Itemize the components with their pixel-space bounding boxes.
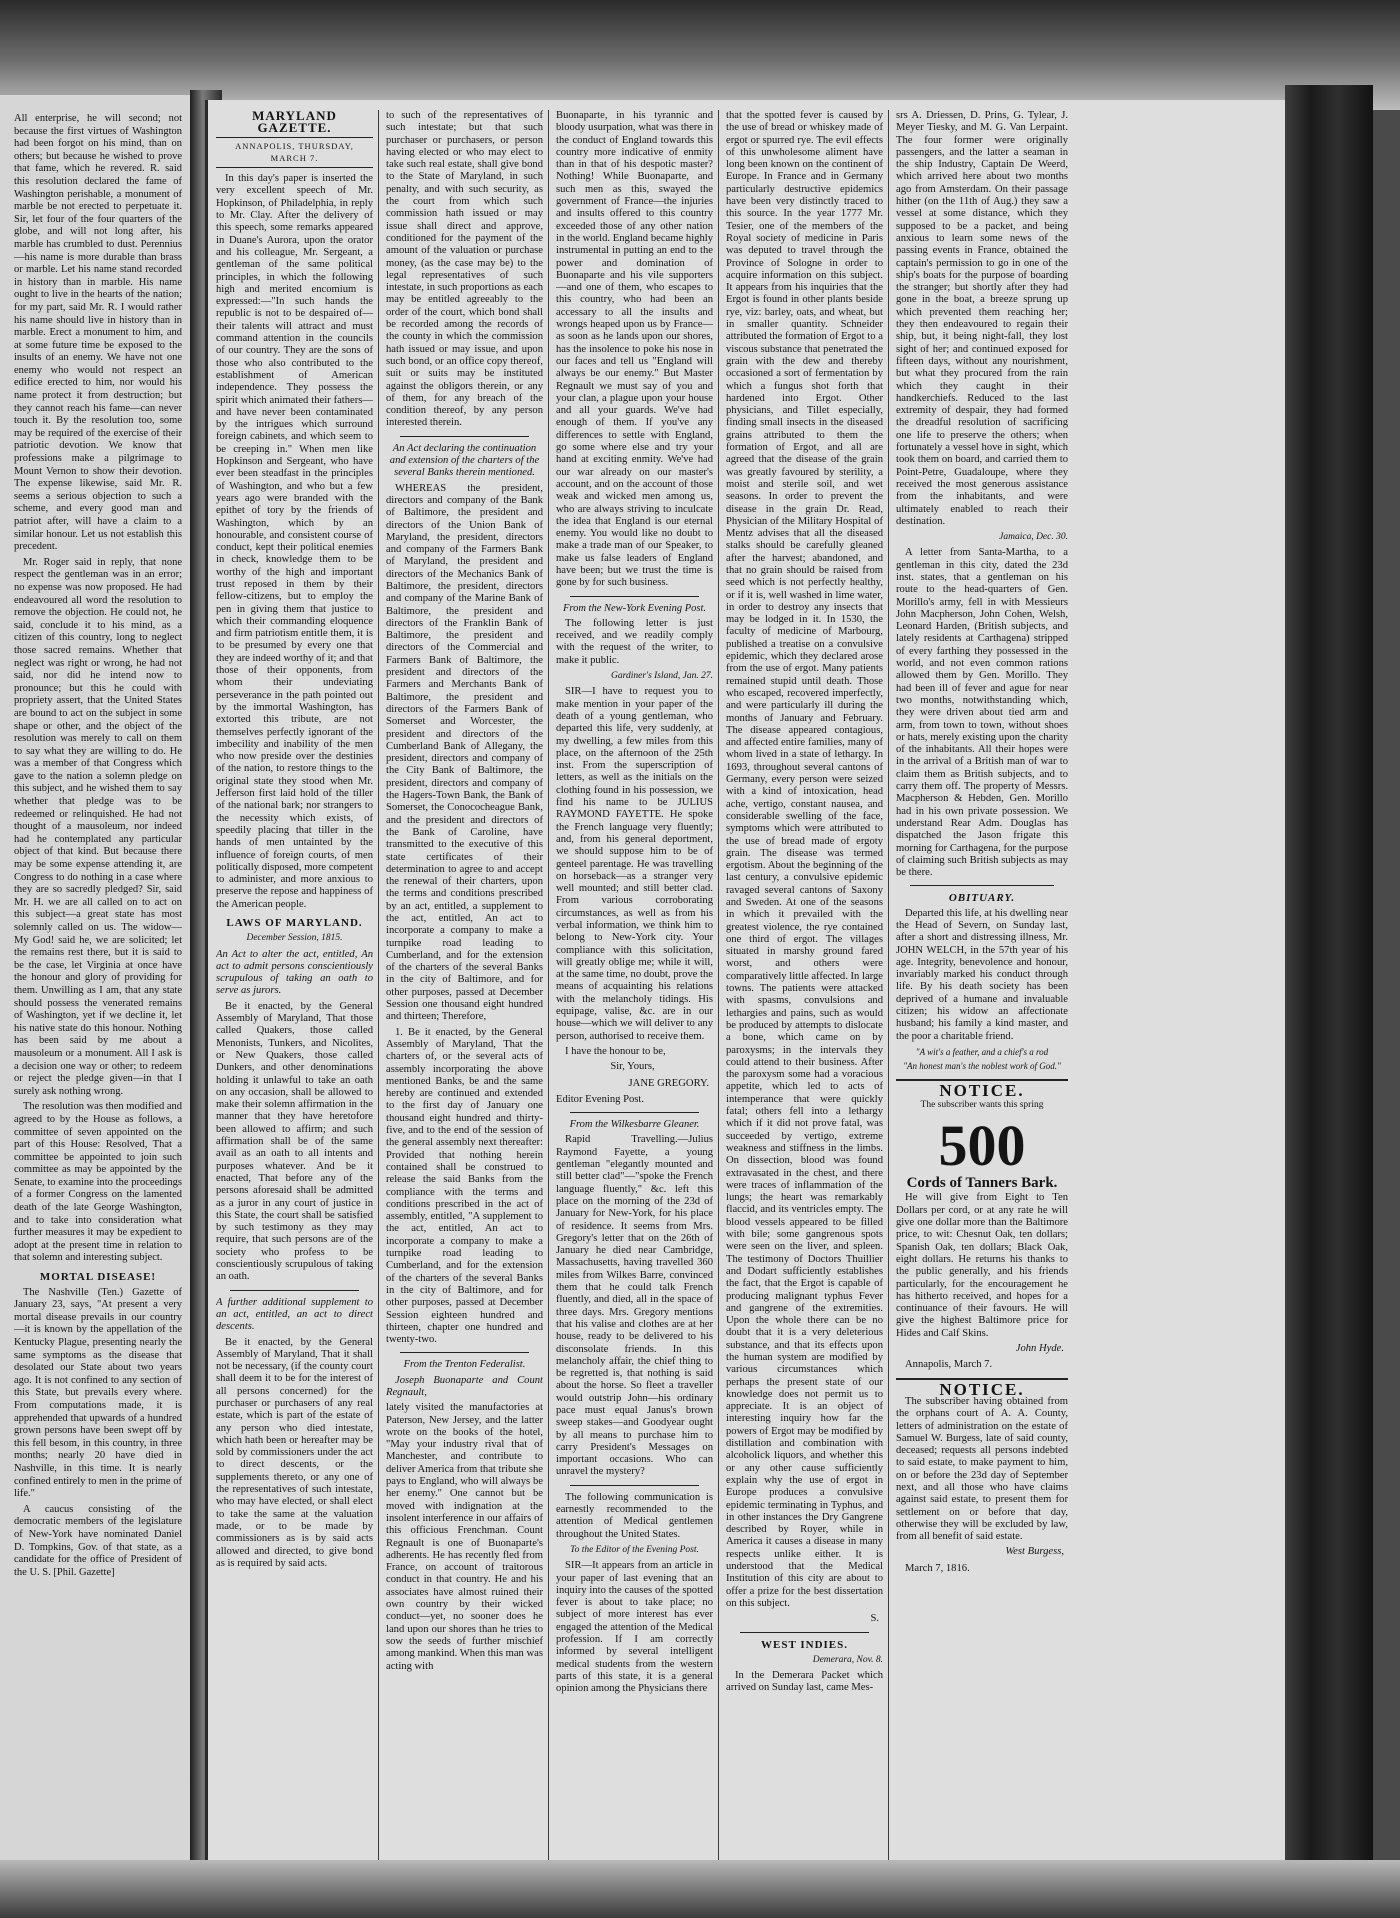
jamaica-dateline: Jamaica, Dec. 30. [999, 532, 1068, 543]
act1-title: An Act to alter the act, entitled, An act to admit persons conscientiously scrupulous of taking an oath to serve as jurors. [216, 948, 373, 997]
ny-intro: The following letter is just received, and we readily comply with the request of the writer, to make it public. [556, 617, 713, 666]
notice-title: NOTICE. [939, 1379, 1025, 1399]
divider [230, 1290, 359, 1291]
medical-letter: SIR—It appears from an article in your paper of last evening that an inquiry into the causes of the spotted fever is about to take place; no subject of more interest has ever engaged the attention of the Medical profession. If I am correctly informed by several intelligent medical students from the western parts of this state, it is a general opinion among the Physicians there [556, 1560, 713, 1695]
ergot-article: that the spotted fever is caused by the use of bread or whiskey made of ergot or spurred rye. The evil effects of this unwholesome aliment have long been known on the continent of Europe. In France and in Germany particularly destructive epidemics have been very distinctly traced to this source. In the year 1777 Mr. Tesier, one of the members of the Royal society of medicine in Paris was deputed to travel through the Province of Sologne in order to acquire information on this subject. It appears from his inquiries that the Ergot is found in other plants beside rye, viz: barley, oats, and wheat, but in smaller quantity. Schneider attributed the formation of Ergot to a viscous substance that penetrated the grain with the dew and thereby occasioned a sort of fermentation by which a fungus shot forth that hardened into Ergot. Other physicians, and Tillet especially, finding small insects in the diseased grains attributed to them the formation of Ergot, and all are agreed that the disease of the grain was greatly favoured by sterility, a moist and sterile soil, and wet seasons. In order to prevent the disease in the grain Dr. Read, Physician of the Military Hospital of Mentz advises that all the diseased stalks should be carefully gleaned after the harvest; abandoned, and that no grain should be raised from seed which is not perfectly healthy, or if it is, well washed in lime water, in order to destroy any insects that may be lodged in it. In 1530, the faculty of medicine of Marbourg, published a treatise on a convulsive epidemic, which they declared arose from the use of ergot. Many patients remained stupid until death. Those who escaped, recovered imperfectly, and were particularly ill during the months of January and February. The disease appeared contagious, and affected entire families, many of whom lived in a state of lethargy. In 1693, throughout several cantons of Germany, every person were seized with a kind of intoxication, head ache, vertigo, constant nausea, and considerable swelling of the face, symptoms which were attributed to the use of bread made of ergoty grain. The disease was termed ergotism. About the beginning of the last century, a convulsive epidemic ravaged several cantons of Saxony and Sweden. At one of the seasons in which it prevailed with the greatest violence, the rye contained one third of ergot. The villages situated in marshy ground fared worst, and others were comparatively little affected. In large towns. The patients were attacked with spasms, convulsions and lethargies and pains, such as would be produced by attempts to dislocate a bone, which came on by paroxysms; in the intervals they could attend to their business. After the paroxysm some had a voracious appetite, which led to acts of intemperance that were quickly fatal; others fell into a lethargy which if it did not prove fatal, was succeeded by vertigo, extreme weakness and stiffness in the limbs. On dissection, blood was found extravasated in the chest, and there were traces of inflammation of the lungs; the heart was remarkably flaccid, and its ventricles empty. The blood vessels appeared to be filled with bile; some gangrenous spots were seen on the liver, and spleen. The testimony of Doctors Thuillier and Dodart sufficiently establishes the fact, that the Ergot is capable of producing malignant typhus Fever and gangrene of the extremities. Upon the whole there can be no doubt that it is a very deleterious substance, and that its effects upon the human system are modified by various circumstances which perhaps the present state of our knowledge does not permit us to appreciate. It is an object of interesting inquiry how far the powers of Ergot may be modified by distillation and combination with alcoholick liquors, and whether this or any other cause sufficiently explain why the use of ergot in Europe produces a convulsive epidemic terminating in Typhus, and in other instances the Dry Gangrene described by Royer, while in America it causes a disease in many respects unlike either. It is understood that the Medical Institution of this city are about to offer a prize for the best dissertation on this subject. [726, 110, 883, 1609]
laws-heading: LAWS OF MARYLAND. [226, 917, 363, 929]
divider [400, 1352, 529, 1353]
act2-continued: to such of the representatives of such intestate; but that such purchaser or purchasers, or person having elected or who may elect to take such real estate, shall give bond to the State of Maryland, in such penalty, and with such security, as the court from which such commission hath issued or may issue shall direct and approve, conditioned for the payment of the amount of the valuation or purchase money, (as the case may be) to the legal representatives of such intestate, in such proportions as each may be entitled agreeably to the order of the court, which bond shall be recorded among the records of the county in which the commission hath issued or may issue, and upon such bond, or an office copy thereof, suit or suits may be instituted against the obligors therein, or any of them, for any breach of the condition thereof, by any person interested therein. [386, 110, 543, 429]
notice-body: He will give from Eight to Ten Dollars per cord, or at any rate he will give one dollar more than the Baltimore price, to wit: Chesnut Oak, ten dollars; Spanish Oak, ten dollars; Black Oak, eight dollars. He returns his thanks to the public generally, and his friends particularly, for the encouragement he has hitherto received, and hopes for a continuance of their favours. He will give the highest Baltimore price for Hides and Calf Skins. [896, 1192, 1068, 1339]
trenton-heading: From the Trenton Federalist. [403, 1359, 526, 1371]
ny-editor: Editor Evening Post. [556, 1093, 644, 1105]
cords-quantity: 500 [938, 1113, 1026, 1179]
column-rule [548, 110, 549, 1860]
notice-lead: The subscriber wants this spring [920, 1099, 1044, 1110]
divider [400, 436, 529, 437]
ny-signoff: I have the honour to be, [565, 1045, 666, 1057]
mortal-disease-heading: MORTAL DISEASE! [39, 1271, 157, 1284]
act3-enactment: 1. Be it enacted, by the General Assembly of Maryland, That the charters of, or the several acts of assembly incorporating the above mentioned Banks, be and the same hereby are continued and extended to the first day of January one thousand eight hundred and thirty-five, and to the end of the session of the general assembly next thereafter: Provided that nothing herein contained shall be construed to release the said Banks from the compliance with the terms and conditions prescribed in the act of assembly, entitled, "A supplement to the act, entitled, An act to incorporate a company to make a turnpike road leading to Cumberland, and for the extension of the charters of the several Banks in the city of Baltimore, and for other purposes, passed at December Session eighteen hundred and thirteen, chapter one hundred and twenty-two. [386, 1026, 543, 1346]
column-5 [896, 110, 1068, 1860]
left-page [0, 95, 190, 1875]
ergot-signature: S. [870, 1613, 879, 1625]
west-indies-article: In the Demerara Packet which arrived on Sunday last, came Mes- [726, 1670, 883, 1694]
laws-session: December Session, 1815. [246, 933, 343, 944]
book-page-edges [1285, 85, 1373, 1875]
notice-date: March 7, 1816. [905, 1562, 970, 1574]
obituary-heading: OBITUARY. [948, 892, 1016, 905]
cords-caption: Cords of Tanners Bark. [906, 1175, 1058, 1192]
divider [740, 1632, 869, 1633]
obituary-quote-2: "An honest man's the noblest work of God." [903, 1061, 1061, 1072]
ny-sirs: Sir, Yours, [610, 1061, 655, 1073]
act2-title: A further additional supplement to an act, entitled, an act to direct descents. [216, 1296, 373, 1333]
column-1 [216, 110, 373, 1860]
mortal-disease-text: The Nashville (Ten.) Gazette of January 23, says, "At present a very mortal disease prevails in our country—it is known by the appellation of the Kentucky Plague, presenting nearly the same symptoms as the disease that desolated our State about two years ago. It is not confined to any section of this State, but prevails every where. From computations made, it is apprehended that upwards of a hundred grown persons have been swept off by this fell besom, in this country, in three months; nearly 20 have died in Nashville, in this time. It is nearly confined entirely to men in the prime of life." [14, 1286, 182, 1500]
column-4 [726, 110, 883, 1860]
ny-signature: JANE GREGORY. [628, 1077, 709, 1089]
left-text-1: All enterprise, he will second; not because the first virtues of Washington had been forgot on his mind, than on others; but because he wished to prove that fame, which he revered. R. said this resolution declared the fame of Washington perishable, a monument of marble be not erected to perpetuate it. Sir, let four of the four quarters of the globe, and will not long after, his marble has crumbled to dust. Perennius—his name is more durable than brass or marble. Let his name stand recorded in history than in marble. His name ought to live in the hearts of the nation; for my part, said Mr. R. I would rather his name should live in history than in marble. Erect a monument to him, and at some future time be exposed to the insults of an enemy. We have not one enemy who would not respect an edifice erected to him, nor would his name protect it from destruction; but they cannot reach his fame—can never touch it. By the resolution too, some may be required of the exercise of their patriotic devotion. We know that professions make a pilgrimage to Mount Vernon to show their devotion. The expense likewise, said Mr. R. seems a serious objection to such a scheme, and every good man and patriot after, will have a claim to a similar honour. Let us not establish this precedent. [14, 113, 182, 553]
masthead-title: MARYLAND GAZETTE. [216, 110, 373, 138]
obituary-quote-1: "A wit's a feather, and a chief's a rod [915, 1046, 1049, 1057]
column-rule [378, 110, 379, 1860]
ny-evening-post-heading: From the New-York Evening Post. [562, 602, 706, 614]
notice-body: The subscriber having obtained from the orphans court of A. A. County, letters of administration on the estate of Samuel W. Burgess, late of said county, deceased; requests all persons indebted to said estate, to make payment to him, on or before the 23d day of September next, and all those who have claims against said estate, to present them for settlement on or before that day, otherwise they will be excluded by law, from all benefit of said estate. [896, 1395, 1068, 1543]
divider [570, 1485, 699, 1486]
notice-date: Annapolis, March 7. [905, 1359, 993, 1371]
column-3 [556, 110, 713, 1860]
masthead-dateline: ANNAPOLIS, THURSDAY, MARCH 7. [216, 140, 373, 169]
hopkinson-article: In this day's paper is inserted the very excellent speech of Mr. Hopkinson, of Philadelphia, in reply to Mr. Clay. After the delivery of this speech, some remarks appeared in Duane's Aurora, upon the orator and his colleague, Mr. Sergeant, a gentleman of the same political principles, in which the following high and merited encomium is expressed:—"In such hands the republic is not to be despaired of—their talents will attract and must command attention in the councils of our country. They are the sons of those who also contributed to the establishment of American independence. They possess the spirit which animated their fathers—and have never been contaminated by the intrigues which surround foreign cabinets, and which seem to be creeping in." When men like Hopkinson and Sergeant, who have ever been steadfast in the principles of Washington, and who but a few years ago were branded with the epithet of tory by the friends of Washington, which by an honourable, and consistent course of conduct, kept their political enemies in check, knowledge them to be worthy of the high and important trust reposed in them by their fellow-citizens, but to employ the pen in giving them that justice to which their commanding eloquence and firm patriotism entitle them, it is to be presumed by every one that they are indeed worthy of it; and that those of their opponents, from whom their undeviating perseverance in the path pointed out by the immortal Washington, has extorted this tribute, are not themselves perfectly ignorant of the imbecility and inability of the men who now preside over the destinies of the nation, to restore things to the original state they stood when Mr. Jefferson first laid hold of the tiller of the national bark; nor strangers to the necessity which exists, of speedily placing that tiller in the hands of men untainted by the influence of foreign courts, of men politically disposed, more competent to administer, and more anxious to preserve the repose and happiness of the American people. [216, 173, 373, 910]
ny-letter: SIR—I have to request you to make mention in your paper of the death of a young gentleman, who departed this life, very suddenly, at my dwelling, a few miles from this place, on the afternoon of the 25th inst. From the superscription of letters, as well as the initials on the clothing found in his possession, we find his name to be JULIUS RAYMOND FAYETTE. He spoke the French language very fluently; and, from his general deportment, we should suppose him to be of genteel parentage. He was travelling on horseback—as a stranger very well mounted; and still better clad. From various corroborating circumstances, as well as from his verbal information, we think him to belong to New-York city. Your compliance with this solicitation, will greatly oblige me; while it will, at the same time, no doubt, prove the means of acquainting his relations with the melancholy tidings. His equipage, valise, &c. are in our house—which we will deliver to any person, authorised to receive them. [556, 686, 713, 1042]
notice-title: NOTICE. [939, 1080, 1025, 1100]
scan-bottom-shadow [0, 1860, 1400, 1918]
column-rule [718, 110, 719, 1860]
act1-body: Be it enacted, by the General Assembly of Maryland, That those called Quakers, those called Menonists, Tunkers, and Nicolites, or New Quakers, those called Dunkers, and other denominations holding it unlawful to take an oath on any occasion, shall be allowed to make their solemn affirmation in the manner that they have heretofore been allowed to affirm; and such affirmation shall be of the same avail as an oath to all intents and purposes whatever. And be it enacted, That before any of the persons aforesaid shall be admitted as a juror in any court of justice in this State, the court shall be satisfied by such testimony as they may require, that such persons are of the society who profess to be conscientiously scrupulous of taking an oath. [216, 1000, 373, 1283]
act2-body: Be it enacted, by the General Assembly of Maryland, That it shall not be necessary, (if the county court shall deem it to be for the interest of all persons concerned) for the purchaser or purchasers of any real estate, which is part of the estate of any person who died intestate, which hath been or hereafter may be sold by commissioners under the act to direct descents, or the supplements thereto, or any one of the representatives of such intestate, who may have elected, or shall elect to take the same at the valuation made, or to be made by commissioners as is by said acts allowed and directed, to give bond as is required by said acts. [216, 1336, 373, 1569]
act3-title: An Act declaring the continuation and extension of the charters of the several Banks therein mentioned. [389, 442, 540, 479]
column-2 [386, 110, 543, 1860]
trenton-continued: Buonaparte, in his tyrannic and bloody usurpation, what was there in the conduct of England towards this country more indicative of enmity than in that of his despotic master? Nothing! While Buonaparte, and such men as this, swayed the government of France—the injuries and insults offered to this country exceeded those of any other nation in the world. England became highly instrumental in putting an end to the power and domination of Buonaparte and his vile supporters—and one of them, who escapes to this country, who had been an accessary to all the insults and wrongs heaped upon us by France—as soon as he lands upon our shores, has the insolence to poke his nose in our faces and tell us "England will always be our enemy." But Master Regnault we must say of you and your clan, a plague upon your house and all your guards. We've had enough of them. If you've any differences to settle with England, go some where else and try your hand at exciting enmity. We've had our war already on our master's account, and on the account of those weak and wicked men among us, who are always striving to inculcate the idea that England is our eternal enemy. You would like no doubt to make a trade man of our Speaker, to make us false leaders of England have been; but we trust the time is gone by for such business. [556, 110, 713, 589]
ny-dateline: Gardiner's Island, Jan. 27. [611, 671, 713, 682]
left-page-column [14, 113, 182, 1579]
notice-signature: West Burgess, [1005, 1546, 1064, 1558]
jamaica-article: A letter from Santa-Martha, to a gentleman in this city, dated the 23d inst. states, that a gentleman on his route to the head-quarters of Gen. Morillo's army, fell in with Messieurs John Macpherson, John Cohen, Welsh, Leonard Harden, (British subjects, and lately residents at Carthagena) stripped of every farthing they possessed in the world, and not even common rations allowed them by Gen. Morillo. They had been ill of fever and ague for near two months, notwithstanding which, they were driven about tied arm and arm, from town to town, without shoes or hats, merely existing upon the charity of the inhabitants. All their hopes were in the arrival of a British man of war to claim them as British subjects, and to carry them off. The property of Messrs. Macpherson & Hebden, Gen. Morillo had in his own private possession. We understand Rear Adm. Douglas has dispatched the Jason frigate this morning for Carthagena, for the purpose of claiming such British subjects as may be there. [896, 547, 1068, 879]
newspaper-page [205, 100, 1288, 1870]
medical-address: To the Editor of the Evening Post. [570, 1544, 699, 1555]
obituary-text: Departed this life, at his dwelling near the Head of Severn, on Sunday last, after a short and distressing illness, Mr. JOHN WELCH, in the 57th year of his age. Integrity, benevolence and honour, invariably marked his conduct through life. By his death society has been deprived of a humane and invaluable citizen; his widow an affectionate husband; his family a kind master, and the poor a charitable friend. [896, 907, 1068, 1042]
divider [570, 596, 699, 597]
medical-intro: The following communication is earnestly recommended to the attention of Medical gentlemen throughout the United States. [556, 1491, 713, 1540]
wilkesbarre-heading: From the Wilkesbarre Gleaner. [569, 1119, 700, 1131]
divider [910, 885, 1054, 886]
west-indies-continued: srs A. Driessen, D. Prins, G. Tylear, J. Meyer Tiesky, and M. G. Van Lerpaint. The four former were originally passengers, and the latter a seaman in the ship Industry, Captain De Weerd, which arrived here about two months ago from Amsterdam. On their passage hither (on the 11th of Aug.) they saw a vessel at some distance, which they supposed to be a packet, and being anxious to learn some news of the passing events in France, obtained the captain's permission to go in one of the ship's boats for the purpose of boarding the stranger; but shortly after they had gone in the boat, a breeze sprung up which prevented them reaching her; they then endeavoured to regain their ship, but, it being night-fall, they lost sight of her; and continued exposed for fifteen days, without any nourishment, but what they procured from the rain which they caught in their handkerchiefs. Reduced to the last extremity of despair, they had formed the dreadful resolution of sacrificing one life to preserve the others; when fortunately a vessel hove in sight, which took them on board, and carried them to Point-Petre, Guadaloupe, where they received the most generous assistance from the inhabitants, and were ultimately enabled to reach their destination. [896, 110, 1068, 527]
administration-notice [896, 1378, 1068, 1575]
notice-signature: John Hyde. [1015, 1343, 1064, 1355]
tanners-bark-notice [896, 1079, 1068, 1372]
candidate-text: A caucus consisting of the democratic members of the legislature of New-York have nominated Daniel D. Tompkins, Gov. of that state, as a candidate for the office of President of the U. S. [Phil. Gazette] [14, 1503, 182, 1578]
wilkesbarre-article: Rapid Travelling.—Julius Raymond Fayette, a young gentleman "elegantly mounted and still better clad"—"spoke the French language fluently," &c. left this place on the morning of the 23d of January for New-York, for his place of residence. It seems from Mrs. Gregory's letter that on the 26th of January he died near Cambridge, Massachusetts, having travelled 360 miles from Wilkes Barre, convinced them that he could talk French fluently, and died, all in the space of three days. Mrs. Gregory mentions that his valise and clothes are at her house, ready to be delivered to his disconsolate friends. In this melancholy affair, the chief thing to be regretted is, that nothing is said about the horse. So fleet a traveller would outstrip John—his ordinary pace must equal Janus's brown sweep stakes—and Goodyear ought by all means to purchase him to carry President's Messages on important occasions. Who can unravel the mystery? [556, 1134, 713, 1478]
column-rule [888, 110, 889, 1860]
trenton-article: lately visited the manufactories at Paterson, New Jersey, and the latter wrote on the books of the hotel, "May your industry rival that of Manchester, and contribute to deliver America from that tribute she pays to England, who will always be her enemy." One cannot but be moved with indignation at the insolent interference in our affairs of this officious Frenchman. Count Regnault is one of Buonaparte's adherents. He has recently fled from France, on account of traitorous conduct in that country. He and his associates have almost ruined their own country by their wicked conduct—yet, no sooner does he land upon our shores than he tries to sow the seeds of further mischief among mankind. When this man was acting with [386, 1402, 543, 1672]
left-text-3: The resolution was then modified and agreed to by the House as follows, a committee of seven appointed on the part of this House: Resolved, That a committee be appointed to join such committee as may be appointed by the Senate, to examine into the proceedings of a former Congress on the lamented death of the late George Washington, and to take into consideration what further measures it may be expedient to adopt at the present time in relation to that solemn and interesting subject. [14, 1101, 182, 1264]
act3-body: WHEREAS the president, directors and company of the Bank of Baltimore, the president and directors of the Union Bank of Maryland, the president, directors and company of the Farmers Bank of Maryland, the president and directors of the Mechanics Bank of Baltimore, the president, directors and company of the Marine Bank of Baltimore, the president and directors of the Franklin Bank of Baltimore, the president and directors of the Commercial and Farmers Bank of Baltimore, the president and directors of the Farmers and Merchants Bank of Baltimore, the president and directors of the Farmers Bank of Somerset and Worcester, the president and directors of the Cumberland Bank of Allegany, the president, directors and company of the City Bank of Baltimore, the president, directors and company of the Hagers-Town Bank, the Bank of Somerset, the Conococheague Bank, and the president and directors of the Bank of Caroline, have transmitted to the executive of this state certificates of their determination to agree to and accept the renewal of their charters, upon the terms and conditions prescribed by an act, entitled, a supplement to the act, entitled, An act to incorporate a company to make a turnpike road leading to Cumberland, and for the extension of the charters of the several Banks in the city of Baltimore, and for other purposes, passed at December Session one thousand eight hundred and thirteen; Therefore, [386, 482, 543, 1023]
west-indies-heading: WEST INDIES. [761, 1638, 848, 1651]
trenton-title: Joseph Buonaparte and Count Regnault, [386, 1374, 543, 1398]
left-text-2: Mr. Roger said in reply, that none respect the gentleman was in an error; no expense was now proposed. He had endeavoured all word the resolution to remove the objection. He could not, he said, conclude it to his mind, as a citizen of this country, long to neglect those sacred remains. Whether that neglect was right or wrong, he had not said, nor did he intend now to pronounce; but this he could with propriety assert, that the United States are bound to act on the subject in some shape or other, and the object of the resolution was merely to call on them to say what they are willing to do. He was a member of that Congress which gave to the nation a solemn pledge on this subject, and he wished them to say whether that pledge was to be redeemed or relinquished. He had not thought of a mausoleum, nor indeed had he contemplated any particular object of that kind. But because there may be some expense attending it, are Congress to do nothing in a case where they are so sacredly pledged? Sir, said Mr. H. we are all called on to act on this subject—a great state has most solemnly called on us. The widow—My God! said he, we are solicited; let the remains rest there, but it is said to be the case, let Virginia at once have the honour and glory of providing for them. Unwilling as I am, that any state should possess the venerated remains of Washington, yet if we decline it, let his native state do this honour. Nothing has been said by me about a mausoleum or a monument. All I ask is a decision one way or other; to redeem or reject the pledge given—in that I surely ask nothing wrong. [14, 556, 182, 1097]
divider [570, 1112, 699, 1113]
west-indies-dateline: Demerara, Nov. 8. [812, 1654, 883, 1665]
